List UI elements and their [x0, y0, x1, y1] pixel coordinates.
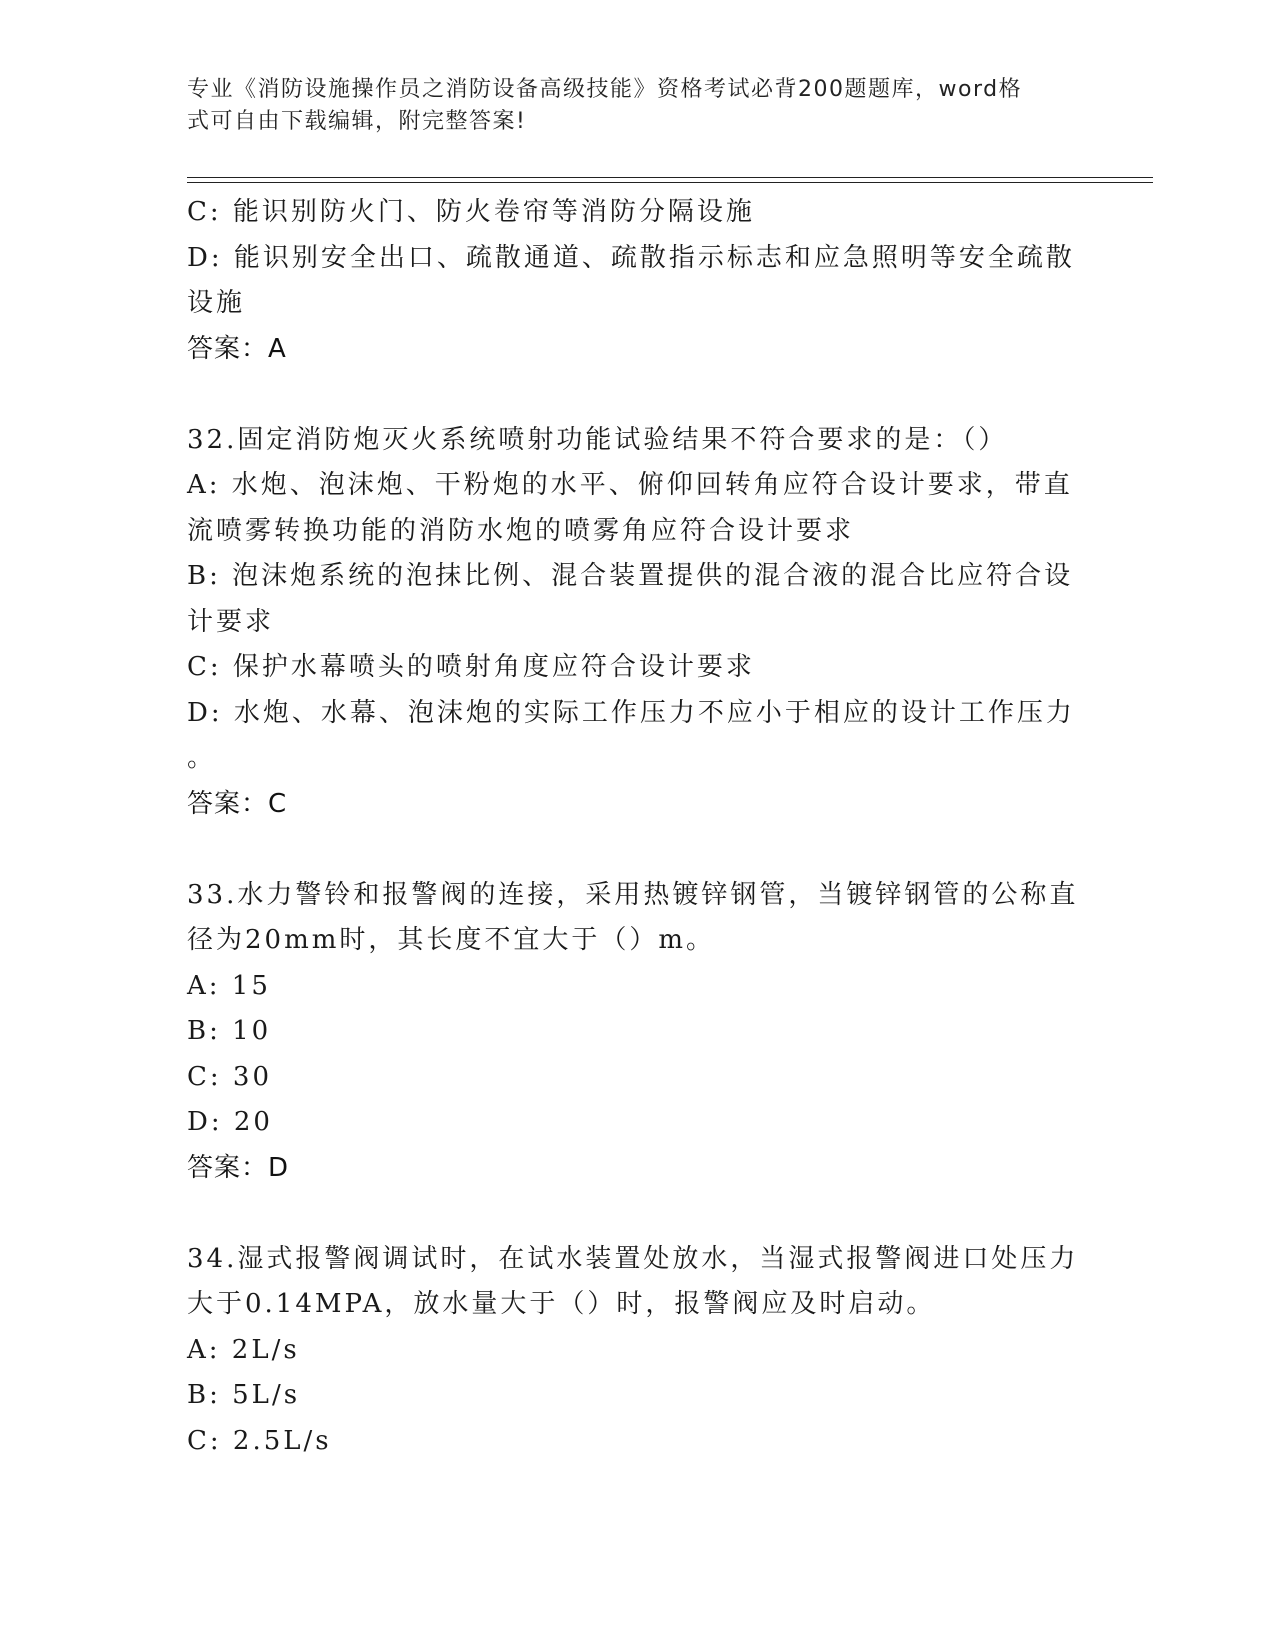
question-34-block: [187, 1237, 1079, 1465]
question-34-stem: 34.湿式报警阀调试时，在试水装置处放水，当湿式报警阀进口处压力: [187, 1243, 1079, 1274]
option-c: C: 2.5L/s: [187, 1425, 332, 1456]
question-34-stem-continued: 大于0.14MPA，放水量大于（）时，报警阀应及时启动。: [187, 1289, 936, 1319]
question-spacer: [187, 827, 1067, 873]
option-a: A: 水炮、泡沫炮、干粉炮的水平、俯仰回转角应符合设计要求，带直: [187, 470, 1073, 500]
option-b: B: 泡沫炮系统的泡抹比例、混合装置提供的混合液的混合比应符合设: [187, 561, 1074, 591]
header-rule-bottom: [187, 182, 1153, 183]
option-d-continued: 。: [187, 743, 217, 773]
document-header: [187, 74, 1067, 138]
question-spacer: [187, 372, 1067, 418]
header-title-line-1: 专业《消防设施操作员之消防设备高级技能》资格考试必背200题题库，word格: [187, 77, 1023, 102]
question-32-stem: 32.固定消防炮灭火系统喷射功能试验结果不符合要求的是：（）: [187, 424, 1008, 455]
question-33-stem: 33.水力警铃和报警阀的连接，采用热镀锌钢管，当镀锌钢管的公称直: [187, 879, 1079, 910]
option-a: A: 15: [187, 970, 271, 1001]
question-content: [187, 190, 1079, 1464]
question-33-block: [187, 873, 1079, 1192]
header-rule-top: [187, 177, 1153, 178]
question-spacer: [187, 1191, 1067, 1237]
option-d-continued: 设施: [187, 288, 246, 318]
option-b: B: 5L/s: [187, 1380, 301, 1410]
option-c: C: 保护水幕喷头的喷射角度应符合设计要求: [187, 652, 755, 682]
question-32-block: [187, 418, 1075, 828]
answer-label: 答案：C: [187, 788, 288, 819]
answer-label: 答案：D: [187, 1152, 290, 1183]
option-a: A: 2L/s: [187, 1334, 300, 1365]
option-d: D: 20: [187, 1107, 273, 1137]
answer-label: 答案：A: [187, 333, 287, 364]
option-c: C: 能识别防火门、防火卷帘等消防分隔设施: [187, 197, 755, 227]
option-d: D: 水炮、水幕、泡沫炮的实际工作压力不应小于相应的设计工作压力: [187, 697, 1075, 728]
option-d: D: 能识别安全出口、疏散通道、疏散指示标志和应急照明等安全疏散: [187, 242, 1075, 273]
option-a-continued: 流喷雾转换功能的消防水炮的喷雾角应符合设计要求: [187, 515, 855, 546]
previous-question-block: [187, 190, 1075, 372]
option-b: B: 10: [187, 1016, 272, 1046]
option-c: C: 30: [187, 1061, 273, 1092]
option-b-continued: 计要求: [187, 606, 275, 637]
question-33-stem-continued: 径为20mm时，其长度不宜大于（）m。: [187, 925, 716, 955]
header-title-line-2: 式可自由下载编辑，附完整答案!: [187, 109, 527, 134]
